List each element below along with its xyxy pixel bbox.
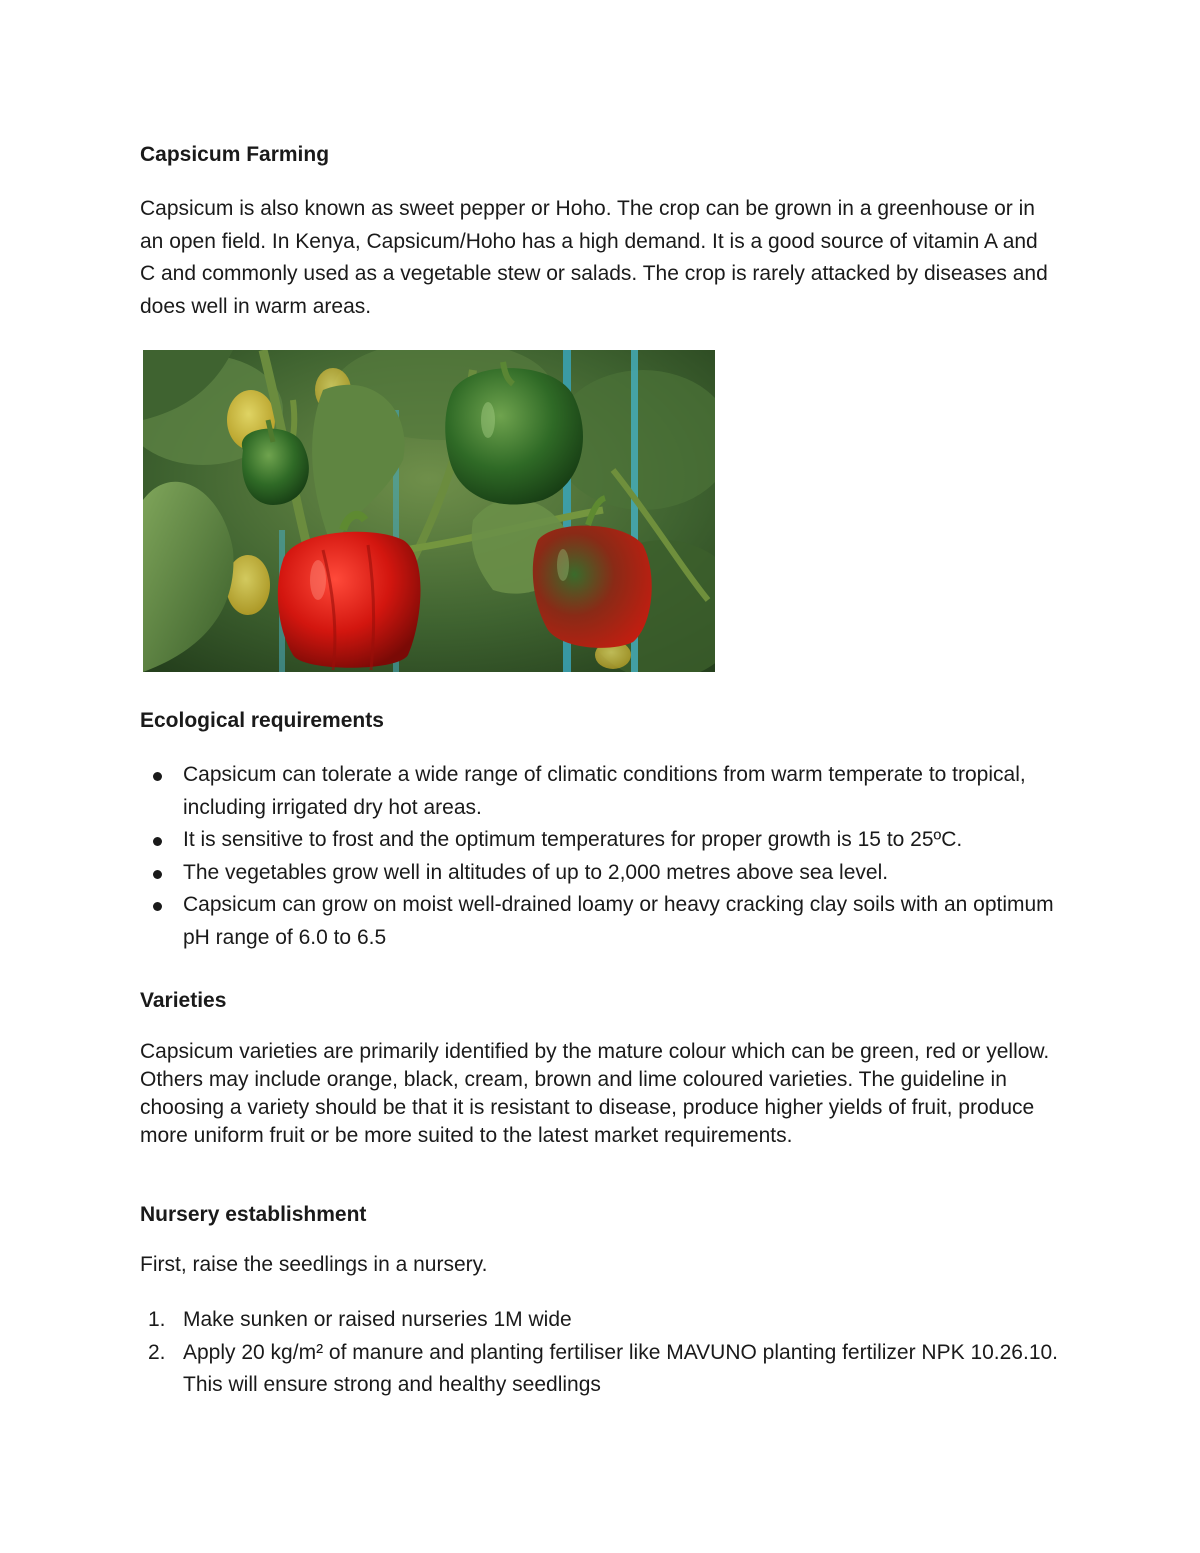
varieties-heading: Varieties — [140, 989, 227, 1012]
bullet-icon — [153, 870, 162, 879]
list-item-text: Make sunken or raised nurseries 1M wide — [183, 1308, 572, 1331]
list-number: 2. — [148, 1340, 166, 1364]
nursery-heading: Nursery establishment — [140, 1203, 367, 1226]
list-item — [140, 759, 1060, 824]
varieties-paragraph: Capsicum varieties are primarily identified by the mature colour which can be green, red or yellow. Others may include orange, black, cream, brown and lime coloured varieties. The guideline in choosing a variety should be that it is resistant to disease, produce higher yields of fruit, produce more uniform fruit or be more suited to the latest market requirements. — [140, 1040, 1050, 1147]
list-item — [140, 1337, 1060, 1402]
nursery-intro: First, raise the seedlings in a nursery. — [140, 1253, 488, 1276]
bullet-icon — [153, 902, 162, 911]
bullet-icon — [153, 772, 162, 781]
nursery-steps-list — [140, 1304, 1060, 1402]
list-item — [140, 857, 1060, 890]
ecological-list — [140, 759, 1060, 954]
page-title: Capsicum Farming — [140, 143, 330, 166]
list-number: 1. — [148, 1308, 166, 1331]
list-item-text: Capsicum can tolerate a wide range of climatic conditions from warm temperate to tropical, including irrigated dry hot areas. — [183, 763, 1026, 819]
list-item-text: Capsicum can grow on moist well-drained loamy or heavy cracking clay soils with an optimum pH range of 6.0 to 6.5 — [183, 893, 1054, 949]
list-item — [140, 889, 1060, 954]
list-item — [140, 824, 1060, 857]
list-item — [140, 1304, 1060, 1337]
bullet-icon — [153, 837, 162, 846]
intro-paragraph: Capsicum is also known as sweet pepper or Hoho. The crop can be grown in a greenhouse or in an open field. In Kenya, Capsicum/Hoho has a high demand. It is a good source of vitamin A and C and commonly used as a vegetable stew or salads. The crop is rarely attacked by diseases and does well in warm areas. — [140, 197, 1048, 318]
capsicum-plants-photo — [143, 350, 715, 672]
list-item-text: It is sensitive to frost and the optimum temperatures for proper growth is 15 to 25ºC. — [183, 828, 963, 851]
list-item-text: The vegetables grow well in altitudes of up to 2,000 metres above sea level. — [183, 860, 889, 884]
ecological-heading: Ecological requirements — [140, 709, 384, 732]
list-item-text: Apply 20 kg/m² of manure and planting fertiliser like MAVUNO planting fertilizer NPK 10.26.10. This will ensure strong and healthy seedlings — [183, 1340, 1059, 1396]
